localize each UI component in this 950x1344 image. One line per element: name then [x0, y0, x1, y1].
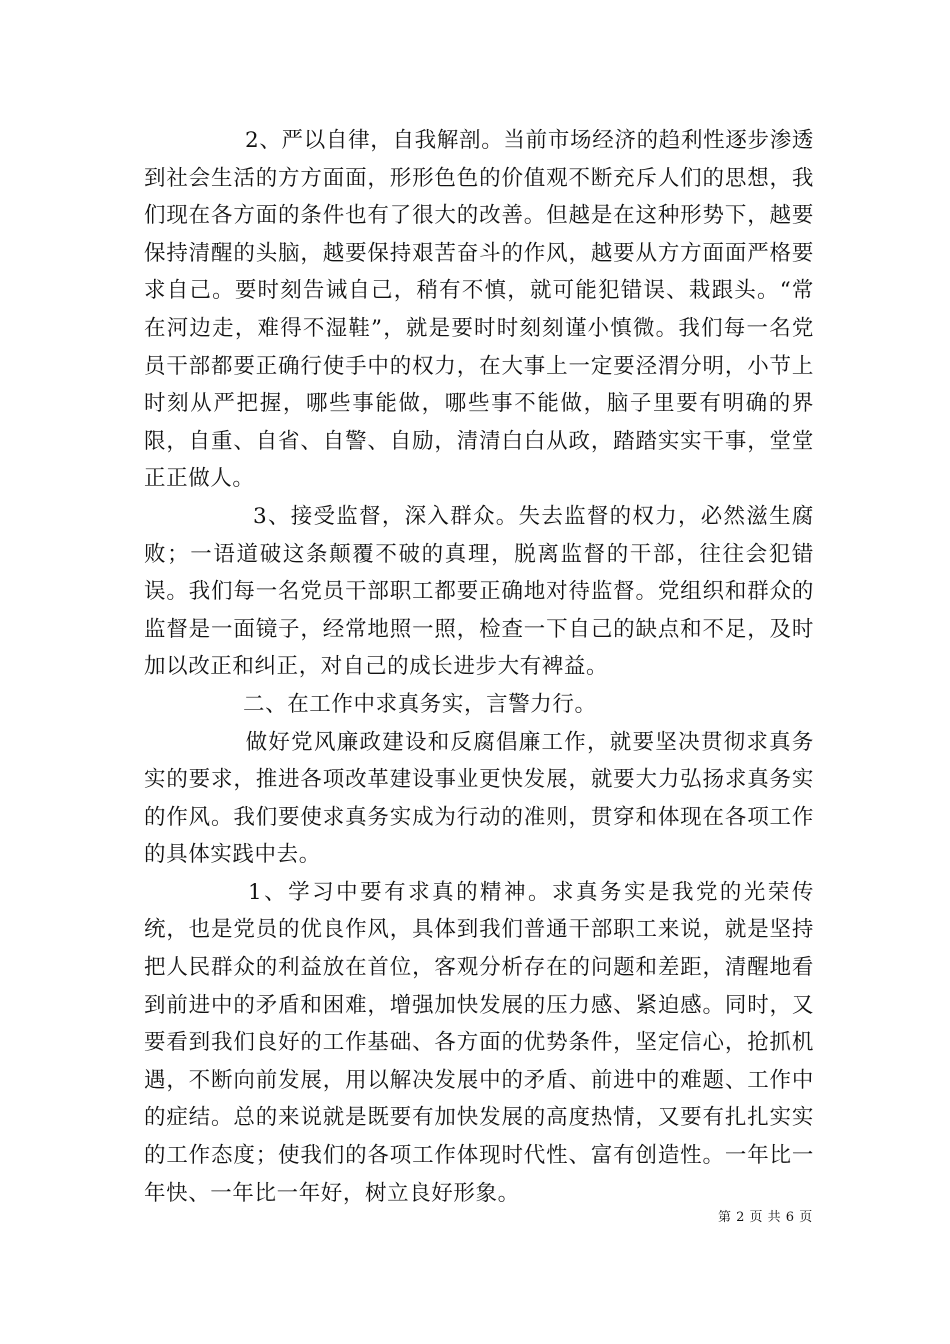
paragraph-text: 2、严以自律，自我解剖。当前市场经济的趋利性逐步渗透到社会生活的方方面面，形形色色的价值观不断充斥人们的思想，我们现在各方面的条件也有了很大的改善。但越是在这种形势下，越要保持清醒的头脑，越要保持艰苦奋斗的作风，越要从方方面面严格要求自己。要时刻告诫自己，稍有不慎，就可能犯错误、栽跟头。“常在河边走，难得不湿鞋”，就是要时时刻刻谨小慎微。我们每一名党员干部都要正确行使手中的权力，在大事上一定要泾渭分明，小节上时刻从严把握，哪些事能做，哪些事不能做，脑子里要有明确的界限，自重、自省、自警、自励，清清白白从政，踏踏实实干事，堂堂正正做人。: [144, 128, 814, 492]
section-heading: [144, 686, 814, 724]
paragraph-practical-work: [144, 724, 814, 874]
paragraph-strict-self-discipline: [144, 122, 814, 498]
section-heading-text: 二、在工作中求真务实，言警力行。: [243, 691, 597, 717]
paragraph-learning-spirit: [144, 874, 814, 1212]
paragraph-text: 做好党风廉政建设和反腐倡廉工作，就要坚决贯彻求真务实的要求，推进各项改革建设事业更快发展，就要大力弘扬求真务实的作风。我们要使求真务实成为行动的准则，贯穿和体现在各项工作的具体实践中去。: [144, 729, 814, 868]
paragraph-accept-supervision: [144, 498, 814, 686]
paragraph-text: 3、接受监督，深入群众。失去监督的权力，必然滋生腐败；一语道破这条颠覆不破的真理，脱离监督的干部，往往会犯错误。我们每一名党员干部职工都要正确地对待监督。党组织和群众的监督是一面镜子，经常地照一照，检查一下自己的缺点和不足，及时加以改正和纠正，对自己的成长进步大有裨益。: [144, 503, 814, 680]
document-body: [144, 122, 814, 1212]
page-indicator: 第 2 页 共 6 页: [718, 1210, 813, 1225]
page-footer: [718, 1206, 813, 1225]
paragraph-text: 1、学习中要有求真的精神。求真务实是我党的光荣传统，也是党员的优良作风，具体到我们普通干部职工来说，就是坚持把人民群众的利益放在首位，客观分析存在的问题和差距，清醒地看到前进中的矛盾和困难，增强加快发展的压力感、紧迫感。同时，又要看到我们良好的工作基础、各方面的优势条件，坚定信心，抢抓机遇，不断向前发展，用以解决发展中的矛盾、前进中的难题、工作中的症结。总的来说就是既要有加快发展的高度热情，又要有扎扎实实的工作态度；使我们的各项工作体现时代性、富有创造性。一年比一年快、一年比一年好，树立良好形象。: [144, 879, 814, 1206]
